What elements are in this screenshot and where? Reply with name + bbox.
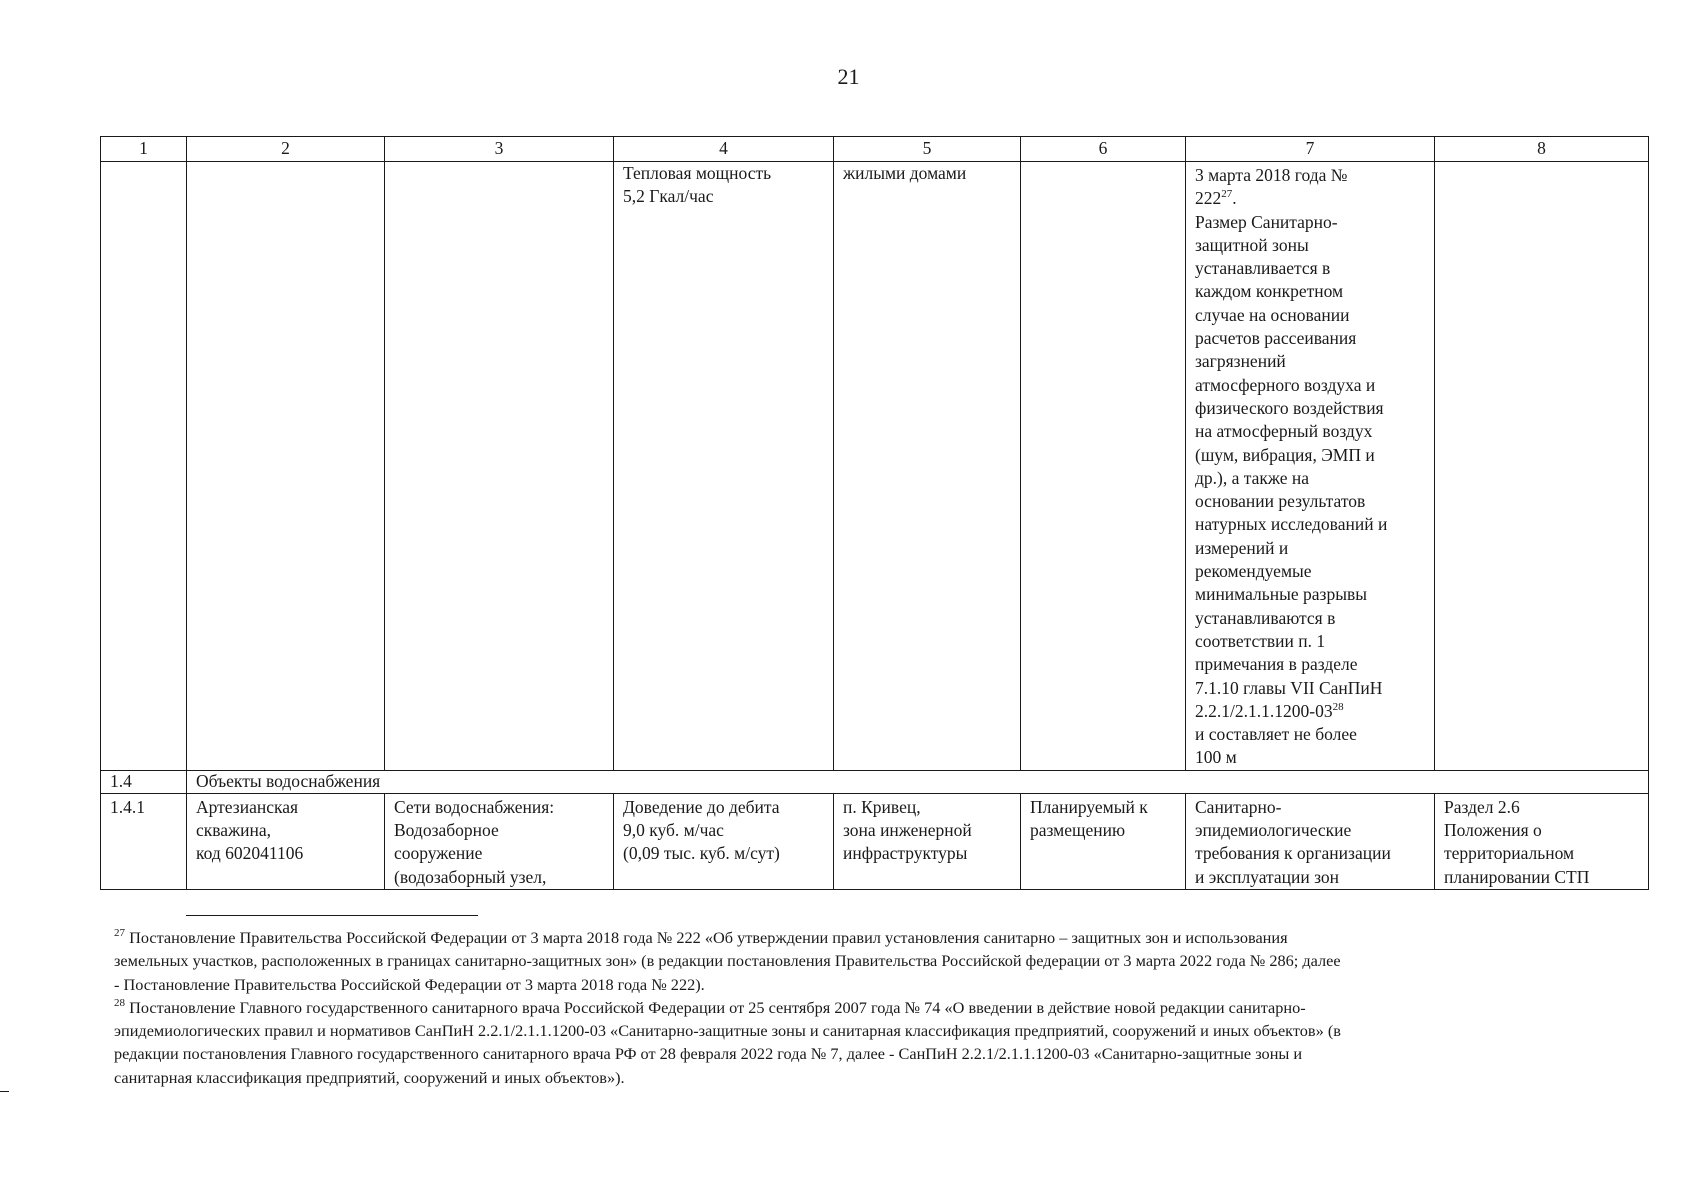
- section-title: Объекты водоснабжения: [187, 770, 1649, 793]
- cell-line: и составляет не более: [1195, 724, 1357, 745]
- cell-line: жилыми домами: [843, 163, 967, 183]
- cell-line: 7.1.10 главы VII СанПиН: [1195, 677, 1383, 698]
- cell-location: [834, 162, 1021, 771]
- scan-mark: [0, 1091, 9, 1092]
- cell-line: (0,09 тыс. куб. м/сут): [623, 843, 780, 864]
- cell-line: Артезианская: [196, 796, 299, 817]
- cell-line: Положения о: [1444, 820, 1542, 841]
- table-row-section: [101, 770, 1649, 793]
- footnote-ref-28[interactable]: 28: [1332, 700, 1344, 713]
- objects-table: [100, 136, 1649, 890]
- cell-capacity: [614, 793, 834, 889]
- cell-line: Размер Санитарно-: [1195, 211, 1338, 232]
- cell-line: измерений и: [1195, 537, 1289, 558]
- cell-line: защитной зоны: [1195, 234, 1309, 255]
- cell-empty: [187, 162, 385, 771]
- cell-line: [1195, 700, 1425, 723]
- cell-line: Водозаборное: [394, 820, 499, 841]
- footnote-text: Постановление Главного государственного санитарного врача Российской Федерации от 25 сентября 2007 года № 74 «О введении в действие новой редакции санитарно-: [129, 997, 1306, 1017]
- footnote-27-line: [114, 926, 1648, 949]
- cell-line: требования к организации: [1195, 843, 1391, 864]
- cell-line: случае на основании: [1195, 304, 1350, 325]
- table-row-heat-source: [101, 162, 1649, 771]
- section-number: 1.4: [101, 770, 187, 793]
- header-cell-1: 1: [101, 137, 187, 162]
- cell-line: на атмосферный воздух: [1195, 421, 1373, 442]
- cell-line: основании результатов: [1195, 491, 1366, 512]
- footnote-separator: [186, 915, 478, 916]
- cell-line: зона инженерной: [843, 820, 972, 841]
- cell-line: код 602041106: [196, 843, 304, 864]
- footnote-28-line: эпидемиологических правил и нормативов СанПиН 2.2.1/2.1.1.1200-03 «Санитарно-защитные зоны и санитарная классификация предприятий, сооружений и иных объектов» (в: [114, 1021, 1341, 1041]
- cell-line: 100 м: [1195, 747, 1237, 768]
- cell-reference: [1435, 793, 1649, 889]
- page-number: 21: [837, 64, 860, 89]
- cell-empty: [1435, 162, 1649, 771]
- footnote-27-line: - Постановление Правительства Российской Федерации от 3 марта 2018 года № 222).: [114, 974, 705, 994]
- sanpin-code: 2.2.1/2.1.1.1200-03: [1195, 700, 1333, 721]
- table-header-row: [101, 137, 1649, 162]
- cell-line: каждом конкретном: [1195, 281, 1344, 302]
- header-cell-3: 3: [385, 137, 614, 162]
- header-cell-4: 4: [614, 137, 834, 162]
- cell-line: инфраструктуры: [843, 843, 968, 864]
- cell-line: и эксплуатации зон: [1195, 866, 1340, 887]
- cell-line: эпидемиологические: [1195, 820, 1352, 841]
- cell-line: натурных исследований и: [1195, 514, 1388, 535]
- cell-line: скважина,: [196, 820, 272, 841]
- cell-line: планировании СТП: [1444, 866, 1590, 887]
- header-cell-6: 6: [1021, 137, 1186, 162]
- cell-line: Доведение до дебита: [623, 796, 780, 817]
- footnote-28-line: санитарная классификация предприятий, сооружений и иных объектов»).: [114, 1067, 625, 1087]
- cell-location: [834, 793, 1021, 889]
- cell-line: загрязнений: [1195, 351, 1286, 372]
- footnote-27-line: земельных участков, расположенных в границах санитарно-защитных зон» (в редакции постановления Правительства Российской федерации от 3 марта 2022 года № 286; далее: [114, 951, 1341, 971]
- cell-line: [1195, 187, 1425, 210]
- cell-line: Тепловая мощность: [623, 163, 772, 183]
- header-cell-8: 8: [1435, 137, 1649, 162]
- cell-line: устанавливаются в: [1195, 607, 1336, 628]
- table-row-artesian-well: [101, 793, 1649, 889]
- cell-restrictions: [1186, 162, 1435, 771]
- cell-line: соответствии п. 1: [1195, 630, 1326, 651]
- cell-line: сооружение: [394, 843, 483, 864]
- cell-line: устанавливается в: [1195, 258, 1331, 279]
- cell-line: атмосферного воздуха и: [1195, 374, 1376, 395]
- cell-line: Сети водоснабжения:: [394, 796, 555, 817]
- cell-line: (водозаборный узел,: [394, 866, 547, 887]
- cell-restrictions: [1186, 793, 1435, 889]
- cell-line: размещению: [1030, 820, 1126, 841]
- cell-status: [1021, 793, 1186, 889]
- cell-line: 9,0 куб. м/час: [623, 820, 724, 841]
- footnote-mark-28: 28: [114, 996, 125, 1009]
- period: .: [1232, 188, 1237, 209]
- cell-line: минимальные разрывы: [1195, 584, 1367, 605]
- cell-line: территориальном: [1444, 843, 1575, 864]
- cell-line: 5,2 Гкал/час: [623, 186, 714, 207]
- cell-line: физического воздействия: [1195, 397, 1384, 418]
- cell-line: примечания в разделе: [1195, 654, 1358, 675]
- header-cell-7: 7: [1186, 137, 1435, 162]
- cell-object-type: [385, 793, 614, 889]
- cell-empty: [101, 162, 187, 771]
- cell-capacity: [614, 162, 834, 771]
- footnote-28-line: редакции постановления Главного государственного санитарного врача РФ от 28 февраля 2022 года № 7, далее - СанПиН 2.2.1/2.1.1.1200-03 «Санитарно-защитные зоны и: [114, 1044, 1303, 1064]
- cell-line: расчетов рассеивания: [1195, 328, 1357, 349]
- item-number: 1.4.1: [101, 793, 187, 889]
- footnote-text: Постановление Правительства Российской Федерации от 3 марта 2018 года № 222 «Об утверждении правил установления санитарно – защитных зон и использования: [129, 928, 1288, 947]
- cell-object-name: [187, 793, 385, 889]
- cell-line: 3 марта 2018 года №: [1195, 165, 1348, 185]
- cell-line: Санитарно-: [1195, 796, 1282, 817]
- cell-line: Планируемый к: [1030, 796, 1148, 817]
- cell-empty: [385, 162, 614, 771]
- cell-empty: [1021, 162, 1186, 771]
- footnote-mark-27: 27: [114, 927, 125, 939]
- header-cell-2: 2: [187, 137, 385, 162]
- decree-number: 222: [1195, 188, 1222, 209]
- cell-line: п. Кривец,: [843, 796, 921, 817]
- cell-line: Раздел 2.6: [1444, 796, 1520, 817]
- header-cell-5: 5: [834, 137, 1021, 162]
- cell-line: (шум, вибрация, ЭМП и: [1195, 444, 1375, 465]
- cell-line: рекомендуемые: [1195, 561, 1312, 582]
- footnote-28-line: [114, 996, 1648, 1019]
- footnotes: [114, 926, 1648, 1089]
- cell-line: др.), а также на: [1195, 467, 1310, 488]
- footnote-ref-27[interactable]: 27: [1221, 188, 1233, 201]
